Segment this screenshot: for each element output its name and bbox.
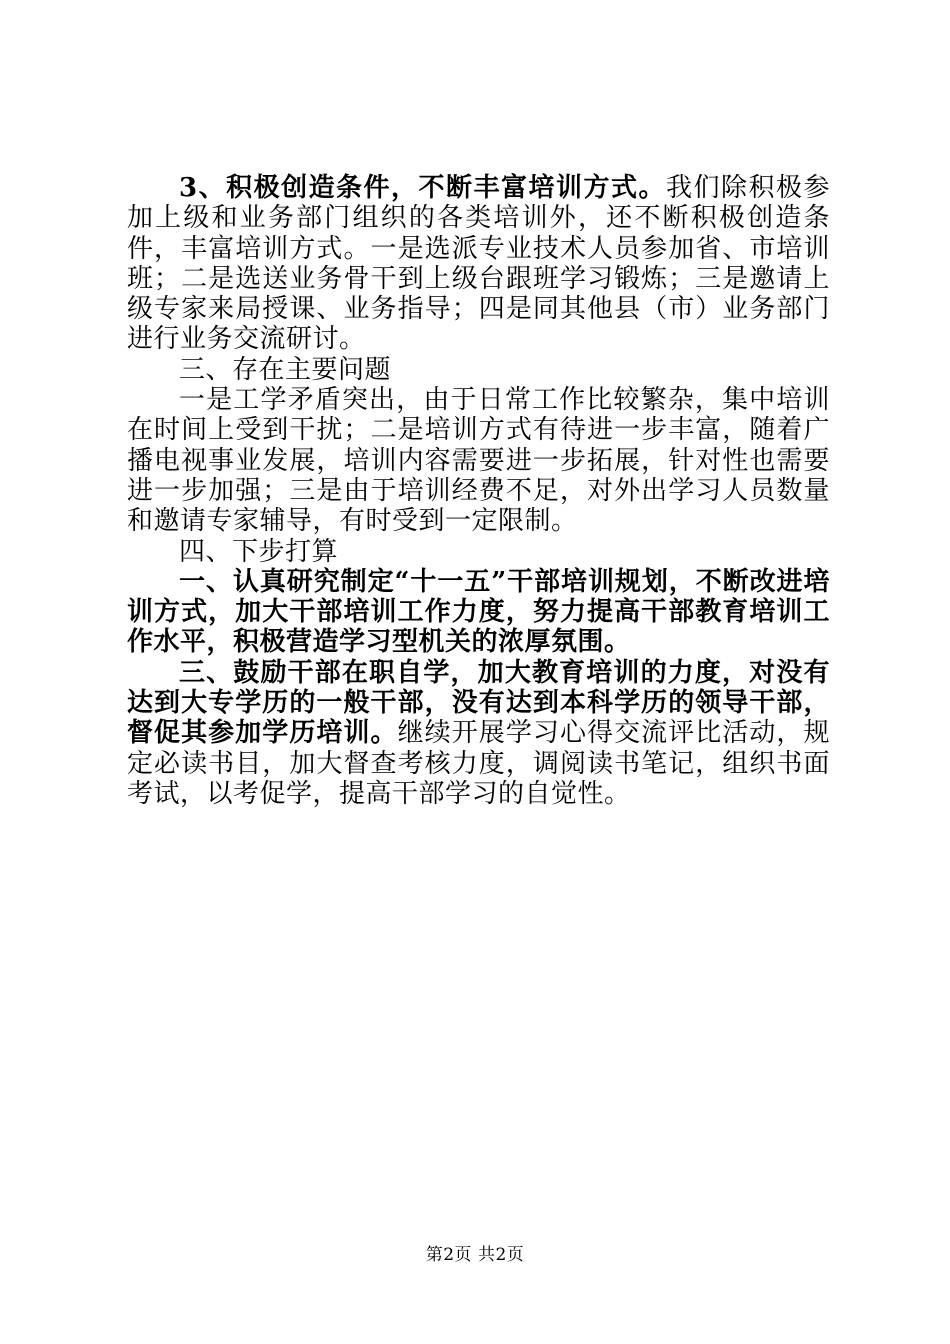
page-footer: 第2页 共2页 bbox=[425, 1245, 525, 1265]
paragraph-text: 一是工学矛盾突出，由于日常工作比较繁杂，集中培训在时间上受到干扰；二是培训方式有待进一步丰富，随着广播电视事业发展，培训内容需要进一步拓展，针对性也需要进一步加强；三是由于培训经费不足，对外出学习人员数量和邀请专家辅导，有时受到一定限制。 bbox=[127, 385, 830, 537]
paragraph-plan-three bbox=[127, 658, 830, 809]
paragraph-text: 我们除积极参加上级和业务部门组织的各类培训外，还不断积极创造条件，丰富培训方式。一是选派专业技术人员参加省、市培训班；二是选送业务骨干到上级台跟班学习锻炼；三是邀请上级专家来局授课、业务指导；四是同其他县（市）业务部门进行业务交流研讨。 bbox=[127, 173, 830, 355]
paragraph-lead: 三、鼓励干部在职自学，加大教育培训的力度，对没有达到大专学历的一般干部，没有达到本科学历的领导干部，督促其参加学历培训。 bbox=[127, 657, 830, 749]
section-heading-next-steps bbox=[127, 537, 830, 567]
paragraph-lead: 3、积极创造条件，不断丰富培训方式。 bbox=[179, 173, 667, 203]
paragraph-problems bbox=[127, 385, 830, 536]
paragraph-text: 继续开展学习心得交流评比活动，规定必读书目，加大督查考核力度，调阅读书笔记，组织书面考试，以考促学，提高干部学习的自觉性。 bbox=[127, 718, 830, 809]
paragraph-lead: 一、认真研究制定“十一五”干部培训规划，不断改进培训方式，加大干部培训工作力度，努力提高干部教育培训工作水平，积极营造学习型机关的浓厚氛围。 bbox=[127, 566, 830, 658]
document-body bbox=[127, 173, 830, 809]
section-heading-text: 三、存在主要问题 bbox=[179, 354, 392, 385]
section-heading-text: 四、下步打算 bbox=[179, 536, 339, 567]
paragraph-training-methods bbox=[127, 173, 830, 355]
section-heading-problems bbox=[127, 355, 830, 385]
paragraph-plan-one bbox=[127, 567, 830, 658]
